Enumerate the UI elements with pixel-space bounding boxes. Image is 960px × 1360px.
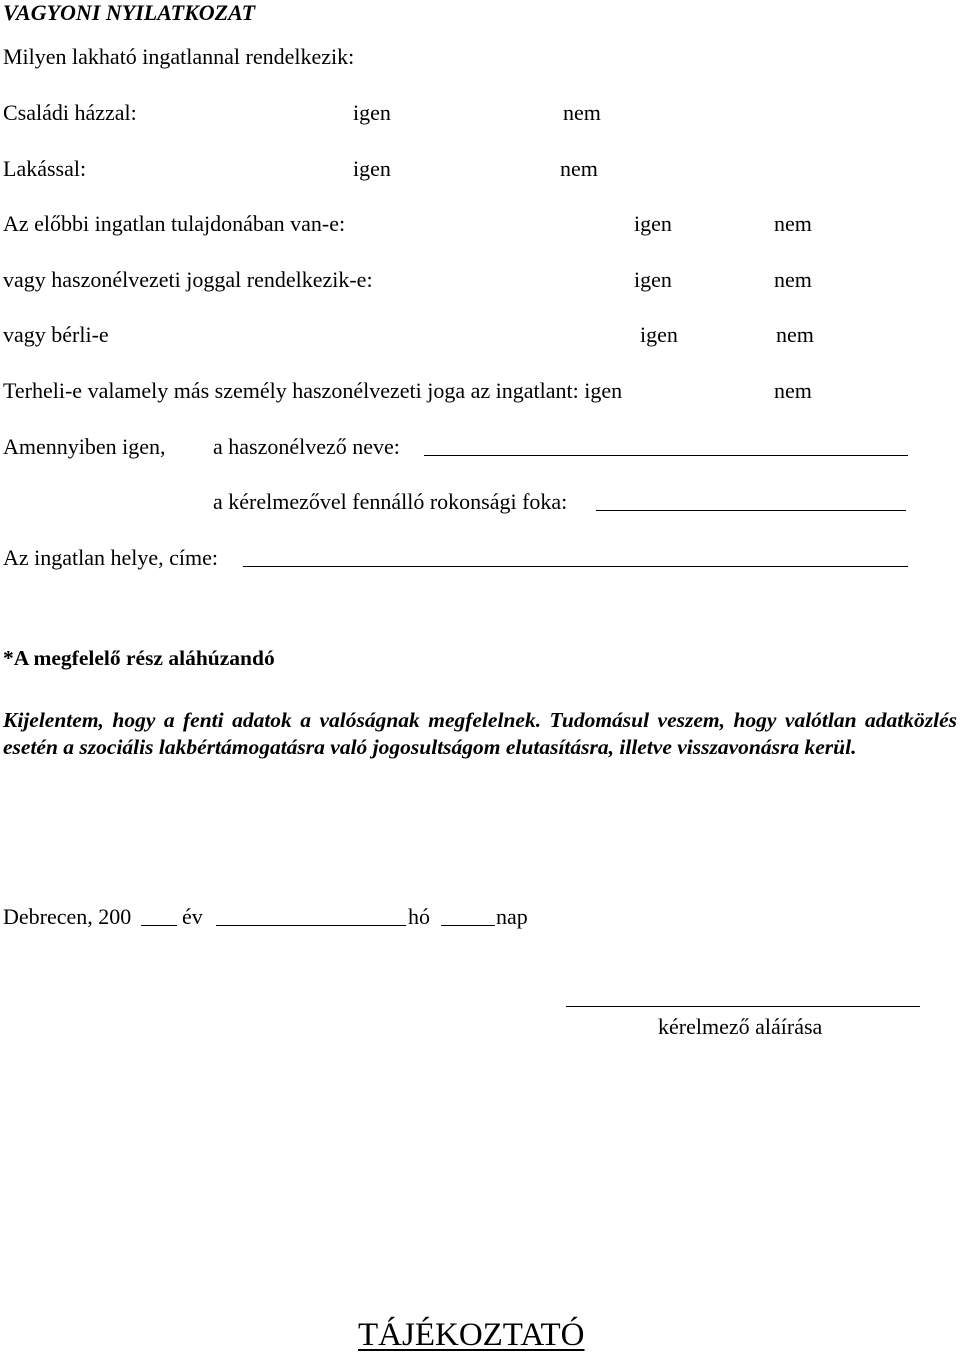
row-encumbrance-label[interactable]: Terheli-e valamely más személy haszonélvezeti joga az ingatlant: igen [3,378,623,403]
row-rent-label: vagy bérli-e [3,322,109,347]
form-heading: VAGYONI NYILATKOZAT [3,0,256,25]
row-usufruct-label: vagy haszonélvezeti joggal rendelkezik-e: [3,267,373,292]
signature-field[interactable] [566,1006,920,1007]
address-field[interactable] [243,566,908,567]
row-house-no-option[interactable]: nem [563,100,601,125]
address-label: Az ingatlan helye, címe: [3,545,219,570]
usufructuary-name-label: a haszonélvező neve: [213,434,400,459]
year-word: év [182,904,203,929]
underline-note: *A megfelelő rész aláhúzandó [3,646,275,670]
date-place-year: Debrecen, 200 [3,904,132,929]
row-flat-yes-option[interactable]: igen [353,156,391,181]
relation-degree-label: a kérelmezővel fennálló rokonsági foka: [213,489,568,514]
conditional-lead: Amennyiben igen, [3,434,166,459]
usufructuary-name-field[interactable] [424,455,908,456]
row-rent-yes-option[interactable]: igen [640,322,678,347]
day-word: nap [496,904,528,929]
footer-title: TÁJÉKOZTATÓ [358,1317,585,1353]
row-ownership-yes-option[interactable]: igen [634,211,672,236]
row-ownership-label: Az előbbi ingatlan tulajdonában van-e: [3,211,346,236]
month-word: hó [408,904,430,929]
day-field[interactable] [441,925,495,926]
property-question: Milyen lakható ingatlannal rendelkezik: [3,44,355,69]
row-usufruct-yes-option[interactable]: igen [634,267,672,292]
row-usufruct-no-option[interactable]: nem [774,267,812,292]
signature-label: kérelmező aláírása [658,1014,823,1039]
row-encumbrance-no-option[interactable]: nem [774,378,812,403]
row-rent-no-option[interactable]: nem [776,322,814,347]
row-ownership-no-option[interactable]: nem [774,211,812,236]
month-field[interactable] [216,925,406,926]
relation-degree-field[interactable] [596,510,906,511]
row-house-label: Családi házzal: [3,100,137,125]
row-house-yes-option[interactable]: igen [353,100,391,125]
row-flat-no-option[interactable]: nem [560,156,598,181]
year-field[interactable] [141,925,177,926]
declaration-paragraph: Kijelentem, hogy a fenti adatok a valóságnak megfelelnek. Tudomásul veszem, hogy valótlan adatközlés esetén a szociális lakbértámogatásra való jogosultságom elutasításra, illetve visszavonásra kerül. [3,708,957,759]
row-flat-label: Lakással: [3,156,87,181]
